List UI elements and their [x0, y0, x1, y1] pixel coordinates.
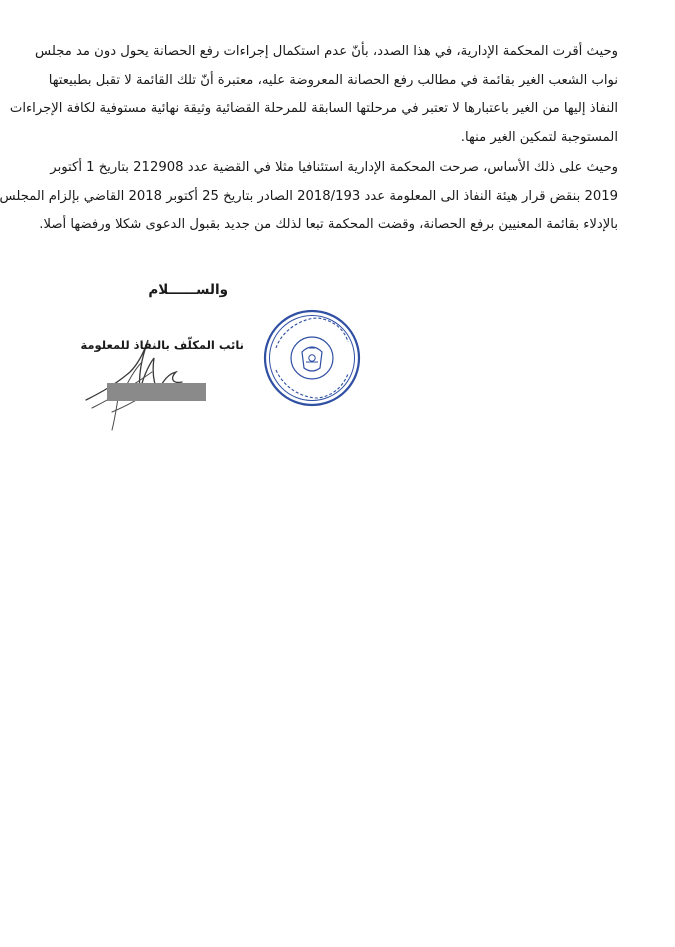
- paragraph-line: النفاذ إليها من الغير باعتبارها لا تعتبر في مرحلتها السابقة للمرحلة القضائية وثيقة نهائية مستوفية لكافة الإجراءات: [9, 101, 618, 116]
- paragraph-1: [9, 38, 618, 152]
- paragraph-line: وحيث على ذلك الأساس، صرحت المحكمة الإدارية استئنافيا مثلا في القضية عدد 212908 بتاريخ 1 أكتوبر: [50, 160, 618, 175]
- paragraph-line: وحيث أقرت المحكمة الإدارية، في هذا الصدد، بأنّ عدم استكمال إجراءات رفع الحصانة يحول دون مد مجلس: [35, 44, 618, 59]
- paragraph-line: بالإدلاء بقائمة المعنيين برفع الحصانة، وقضت المحكمة تبعا لذلك من جديد بقبول الدعوى شكلا ورفضها أصلا.: [39, 217, 618, 232]
- paragraph-2: [0, 154, 618, 240]
- closing-salutation: والســــــلام: [148, 282, 228, 298]
- official-seal: [262, 308, 362, 408]
- paragraph-line: المستوجبة لتمكين الغير منها.: [460, 129, 618, 145]
- signatory-title: نائب المكلّف بالنفاذ للمعلومة: [80, 338, 244, 352]
- paragraph-line: 2019 بنقض قرار هيئة النفاذ الى المعلومة عدد 2018/193 الصادر بتاريخ 25 أكتوبر 2018 القاضي بإلزام المجلس: [0, 188, 618, 204]
- paragraph-line: نواب الشعب الغير بقائمة في مطالب رفع الحصانة المعروضة عليه، معتبرة أنّ تلك القائمة لا تقبل بطبيعتها: [48, 72, 618, 88]
- redacted-name-block: [107, 383, 206, 401]
